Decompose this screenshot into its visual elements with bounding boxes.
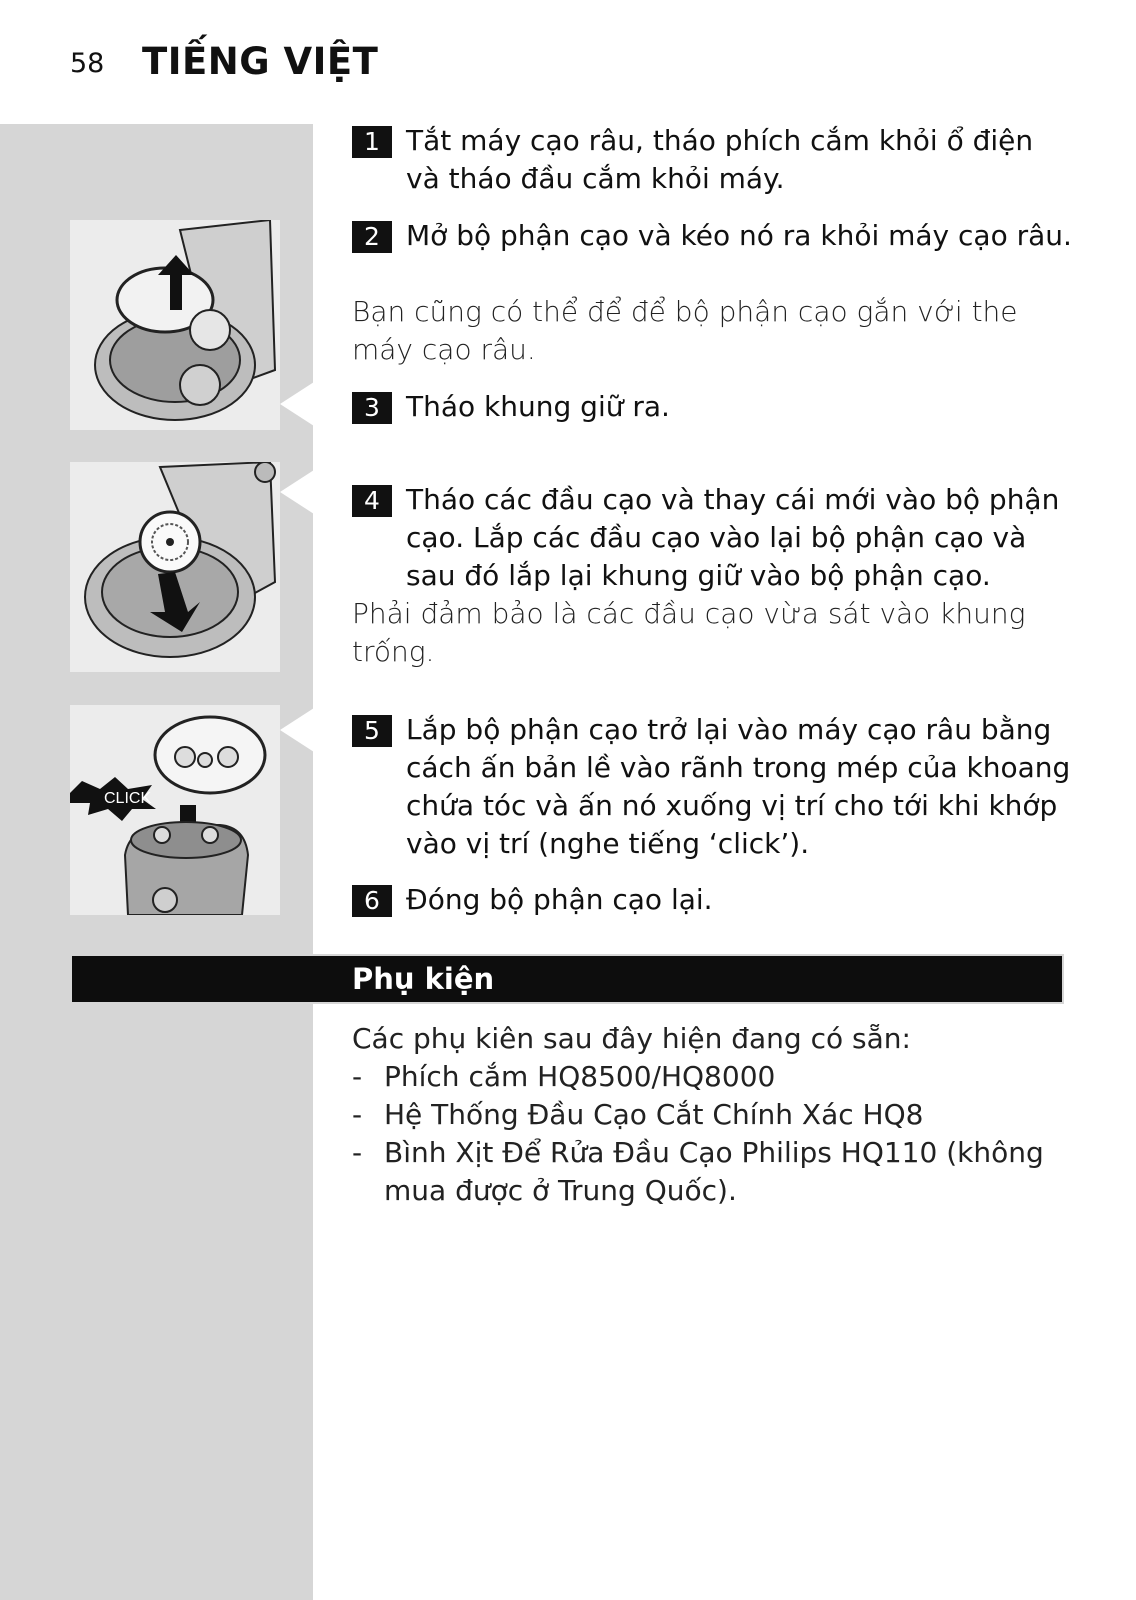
step-2 (352, 217, 1072, 255)
step-5 (352, 711, 1072, 863)
list-item: - Bình Xịt Để Rửa Đầu Cạo Philips HQ110 (không mua được ở Trung Quốc). (352, 1134, 1072, 1210)
list-item: - Hệ Thống Đầu Cạo Cắt Chính Xác HQ8 (352, 1096, 1072, 1134)
step-number: 2 (352, 221, 392, 253)
figure-pointer (280, 708, 314, 752)
accessories-list (352, 1058, 1072, 1210)
step-4 (352, 481, 1072, 595)
step-text: Mở bộ phận cạo và kéo nó ra khỏi máy cạo râu. (406, 219, 1072, 252)
step-number: 4 (352, 485, 392, 517)
step-6 (352, 881, 1072, 919)
step-3 (352, 388, 1072, 426)
shaving-unit-removal-illustration (70, 220, 280, 430)
step-number: 3 (352, 392, 392, 424)
click-label: CLICK (104, 790, 152, 807)
figure-open-shaving-unit (70, 220, 280, 430)
step-number: 6 (352, 885, 392, 917)
step-2-note: Bạn cũng có thể để để bộ phận cạo gắn với the máy cạo râu. (352, 295, 1018, 366)
figure-reattach-unit (70, 705, 280, 915)
figure-pointer (280, 382, 314, 426)
step-text: Lắp bộ phận cạo trở lại vào máy cạo râu bằng cách ấn bản lề vào rãnh trong mép của khoang chứa tóc và ấn nó xuống vị trí cho tới khi khớp vào vị trí (nghe tiếng ‘click’). (406, 713, 1071, 860)
step-1 (352, 122, 1072, 198)
shaving-head-replacement-illustration (70, 462, 280, 672)
step-number: 5 (352, 715, 392, 747)
page-number: 58 (70, 48, 105, 79)
step-number: 1 (352, 126, 392, 158)
step-text: Đóng bộ phận cạo lại. (406, 883, 713, 916)
list-item: - Phích cắm HQ8500/HQ8000 (352, 1058, 1072, 1096)
section-header-accessories (70, 954, 1064, 1004)
step-text: Tắt máy cạo râu, tháo phích cắm khỏi ổ điện và tháo đầu cắm khỏi máy. (406, 124, 1034, 195)
step-text: Tháo các đầu cạo và thay cái mới vào bộ phận cạo. Lắp các đầu cạo vào lại bộ phận cạo và sau đó lắp lại khung giữ vào bộ phận cạo. (406, 483, 1060, 592)
step-text: Tháo khung giữ ra. (406, 390, 670, 423)
step-4-note: Phải đảm bảo là các đầu cạo vừa sát vào khung trống. (352, 597, 1026, 668)
section-title: Phụ kiện (352, 962, 495, 996)
accessories-intro: Các phụ kiên sau đây hiện đang có sẵn: (352, 1022, 911, 1055)
figure-pointer (280, 470, 314, 514)
figure-replace-heads (70, 462, 280, 672)
page-title: TIẾNG VIỆT (142, 40, 379, 83)
shaving-unit-reattach-illustration (70, 705, 280, 915)
